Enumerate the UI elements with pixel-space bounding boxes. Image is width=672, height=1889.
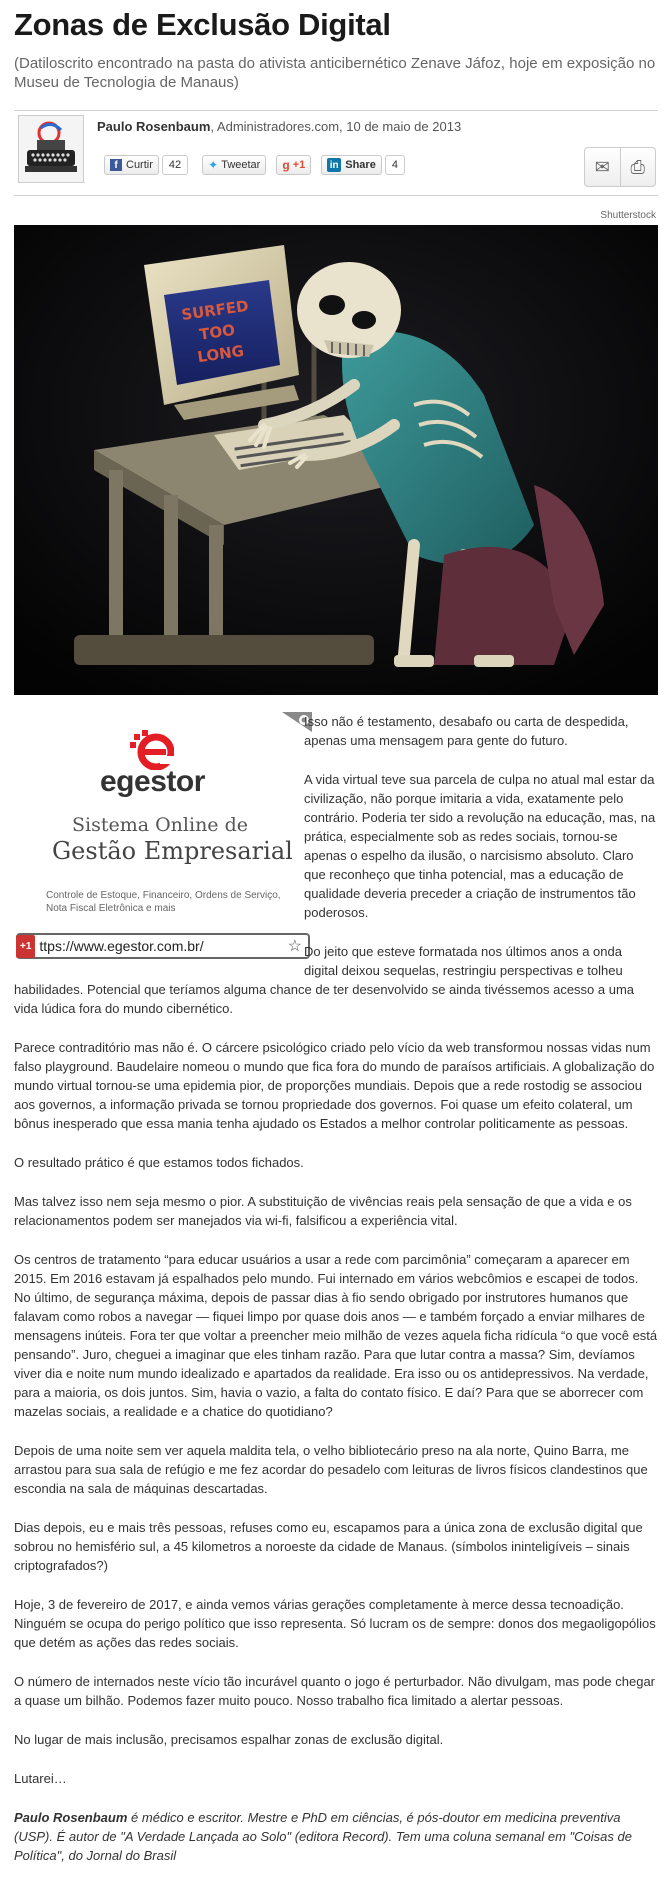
envelope-icon[interactable]: ✉: [585, 148, 621, 186]
tweet-button[interactable]: ✦ Tweetar: [202, 155, 266, 175]
paragraph: No lugar de mais inclusão, precisamos espalhar zonas de exclusão digital.: [14, 1732, 444, 1747]
paragraph: Do jeito que esteve formatada nos últimos anos a onda digital deixou sequelas, restringiu perspectivas e tolheu habilidades. Potencial que teríamos alguma chance de ter desenvolvido se ainda tivéssemos acesso a uma vida lúdica fora do mundo cibernético.: [14, 944, 635, 1016]
paragraph: O resultado prático é que estamos todos fichados.: [14, 1155, 304, 1170]
paragraph: Os centros de tratamento “para educar usuários a usar a rede com parcimônia” começaram a aparecer em 2015. Em 2016 estavam já espalhados pelo mundo. Fui internado em vários webcômios e escapei de todos. No último, de segurança máxima, depois de passar dias à fio sendo obrigado por instrutores humanos que falavam como robos a navegar — fiquei limpo por quase dois anos — e também forçado a enviar milhares de mensagens inúteis. Fora ter que voltar a preencher meio milhão de vezes aquela ficha ridícula “o que você está pensando”. Juro, cheguei a imaginar que eles tinham razão. Para que lutar contra a massa? Sim, devíamos viver dia e noite num mundo idealizado e apartados da realidade. Era isso ou os antidepressivos. Na verdade, para a maioria, os dois juntos. Sim, havia o vazio, a falta do contato físico. E daí? Para que se aborrecer com mazelas sociais, a realidade e a chatice do quotidiano?: [14, 1252, 658, 1419]
ad-url[interactable]: ttps://www.egestor.com.br/: [39, 937, 204, 954]
paragraph: Depois de uma noite sem ver aquela maldita tela, o velho bibliotecário preso na ala norte, Quino Barra, me arrastou para sua sala de refúgio e me fez acordar do pesadelo com leituras de livros físicos clandestinos que escondia na sala de máquinas descartadas.: [14, 1443, 648, 1496]
article-body: [14, 712, 658, 1865]
monitor-text: SURFED: [180, 296, 250, 324]
svg-text:TOO: TOO: [198, 320, 237, 344]
star-icon[interactable]: ☆: [287, 937, 302, 955]
linkedin-share-button[interactable]: in Share: [321, 155, 382, 175]
article-photo: [14, 225, 658, 695]
paragraph: Parece contraditório mas não é. O cárcere psicológico criado pelo vício da web transformou nossas vidas num falso playground. Baudelaire nomeou o mundo que fica fora do mundo de paraísos artificiais. A globalização do mundo virtual tornou-se uma epidemia pior, de proporções mundiais. Depois que a rede rostodig se associou aos governos, a informação privada se tornou propriedade dos governos. Foi quase um efeito colateral, um bônus inesperado que essa mania tenha ajudado os Estados a melhor controlar politicamente as pessoas.: [14, 1040, 655, 1131]
author-name[interactable]: Paulo Rosenbaum: [97, 119, 211, 134]
article-text: [14, 712, 658, 1865]
gplus-button[interactable]: g +1: [276, 155, 311, 175]
linkedin-count: 4: [385, 155, 405, 175]
egestor-brand: egestor: [100, 765, 205, 798]
author-note-text: é médico e escritor. Mestre e PhD em ciências, é pós-doutor em medicina preventiva (USP). É autor de "A Verdade Lançada ao Solo" (editora Record). Tem uma coluna semanal em "Coisas de Política", do Jornal do Brasil: [14, 1810, 632, 1863]
article-container: [14, 0, 658, 1885]
skeleton-computer-image: [14, 225, 658, 695]
paragraph: A vida virtual teve sua parcela de culpa no atual mal estar da civilização, não porque imitaria a vida, exatamente pelo contrário. Poderia ter sido a revolução na educação, mas, na prática, especialmente sob as redes sociais, tornou-se apenas o espelho da ilusão, o narcisismo absoluto. Claro que reconheço que tinha potencial, mas a educação de qualidade deveria preceder a criação de instrumentos tão poderosos.: [304, 772, 656, 920]
gplus-icon[interactable]: +1: [16, 935, 35, 958]
paragraph: Isso não é testamento, desabafo ou carta de despedida, apenas uma mensagem para gente do futuro.: [304, 714, 629, 748]
share-bar: [104, 155, 405, 175]
typewriter-icon: [19, 116, 83, 182]
linkedin-icon: in: [327, 158, 341, 172]
author-avatar: [18, 115, 84, 183]
article-title: Zonas de Exclusão Digital: [14, 7, 391, 42]
ad-line-2: Gestão Empresarial: [52, 837, 293, 865]
author-note: [14, 1808, 658, 1865]
gplus-icon: g: [282, 158, 290, 172]
paragraph: O número de internados neste vício tão incurável quanto o jogo é perturbador. Não divulgam, mas pode chegar a quase um bilhão. Podemos fazer muito pouco. Nosso trabalho fica limitado a alertar pessoas.: [14, 1674, 656, 1708]
printer-icon[interactable]: ⎙: [630, 156, 645, 177]
image-credit: Shutterstock: [600, 210, 656, 221]
article-tools: [584, 147, 656, 187]
paragraph: Lutarei…: [14, 1771, 67, 1786]
twitter-bird-icon: ✦: [208, 158, 219, 172]
paragraph: Dias depois, eu e mais três pessoas, refuses como eu, escapamos para a única zona de exclusão digital que sobrou no hemisfério sul, a 45 kilometros a noroeste da cidade de Manaus. (símbolos ininteligíveis – sinais criptografados?): [14, 1520, 643, 1573]
facebook-icon: f: [110, 159, 122, 171]
facebook-count: 42: [162, 155, 188, 175]
ad-line-1: Sistema Online de: [72, 814, 249, 836]
source-date: , Administradores.com, 10 de maio de 2013: [210, 119, 462, 134]
paragraph: Mas talvez isso nem seja mesmo o pior. A substituição de vivências reais pela sensação de que a vida e os relacionamentos podem ser manejados via wi-fi, falsificou a experiência vital.: [14, 1194, 632, 1228]
article-subtitle: (Datiloscrito encontrado na pasta do ativista anticibernético Zenave Jáfoz, hoje em exposição no Museu de Tecnologia de Manaus): [14, 55, 656, 91]
author-note-name: Paulo Rosenbaum: [14, 1810, 128, 1825]
facebook-like-button[interactable]: f Curtir: [104, 155, 159, 175]
paragraph: Hoje, 3 de fevereiro de 2017, e ainda vemos várias gerações completamente à merce dessa tecnoadição. Ninguém se ocupa do perigo político que isso representa. Só lucram os de sempre: donos dos megaoligopólios que detém as ações das redes sociais.: [14, 1597, 656, 1650]
divider: [14, 195, 658, 196]
svg-text:LONG: LONG: [196, 341, 246, 367]
ad-features: Controle de Estoque, Financeiro, Ordens de Serviço, Nota Fiscal Eletrônica e mais: [46, 890, 281, 914]
byline: [97, 119, 461, 134]
author-bar: [14, 111, 658, 195]
